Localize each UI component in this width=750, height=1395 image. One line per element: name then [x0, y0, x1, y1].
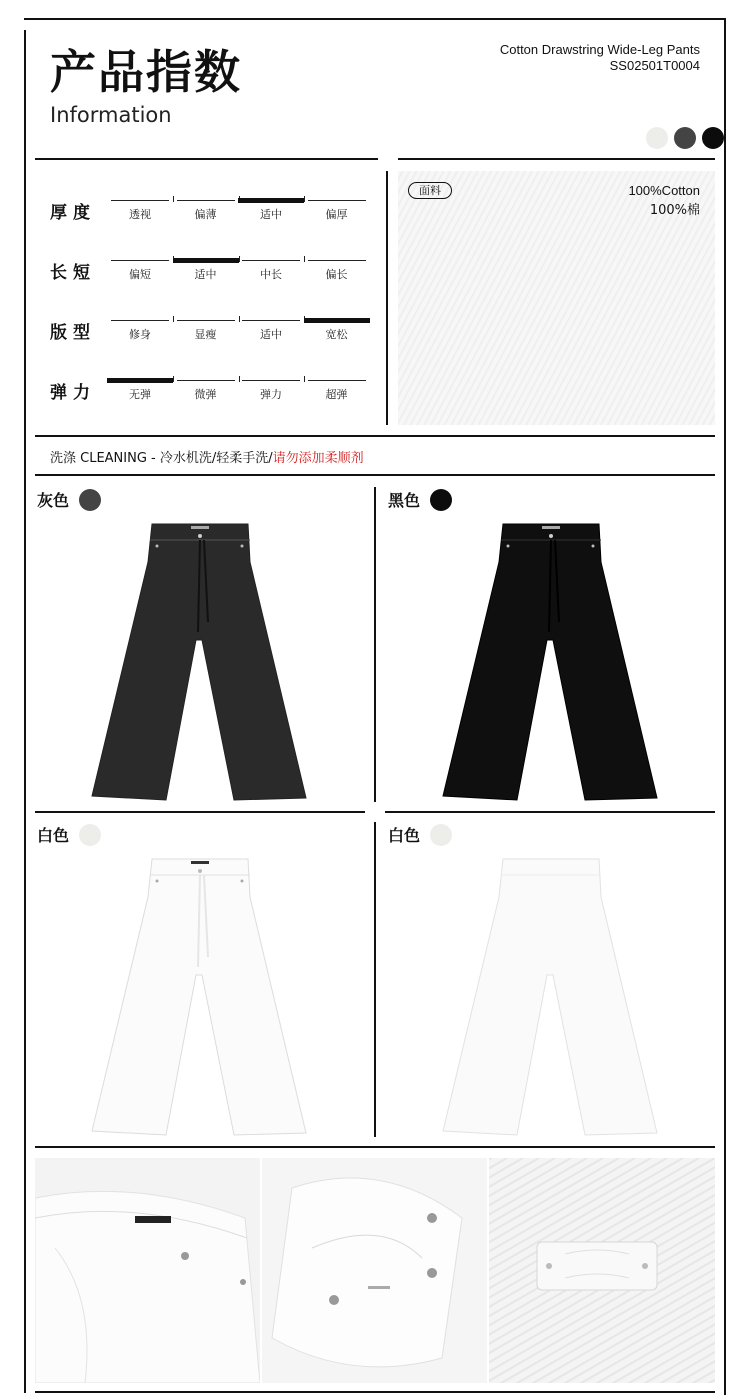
scale-option-label: 适中	[194, 268, 217, 281]
color-dot-white	[79, 824, 101, 846]
attribute-scale	[107, 254, 369, 284]
detail-logo-patch-image	[489, 1158, 715, 1383]
scale-option-label: 偏短	[129, 268, 151, 281]
scale-option-label: 超弹	[325, 388, 348, 401]
frame-right-rule	[724, 18, 726, 1395]
scale-bar	[111, 260, 169, 261]
divider	[35, 474, 715, 476]
divider	[398, 158, 715, 160]
scale-bar	[304, 318, 370, 323]
product-name: Cotton Drawstring Wide-Leg Pants	[499, 42, 700, 57]
scale-option	[238, 314, 304, 344]
color-name: 白色	[388, 826, 421, 845]
product-sku: SS02501T0004	[609, 58, 700, 73]
scale-option-selected	[173, 254, 239, 284]
scale-bar	[238, 198, 304, 203]
swatch-white[interactable]	[646, 127, 668, 149]
attribute-label: 长短	[50, 263, 96, 283]
swatch-black[interactable]	[702, 127, 724, 149]
color-dot-white	[430, 824, 452, 846]
scale-option-label: 显瘦	[194, 328, 217, 341]
divider	[386, 171, 388, 425]
pants-white-front-image	[90, 857, 310, 1137]
attribute-scale	[107, 314, 369, 344]
color-name: 黑色	[388, 491, 421, 510]
divider	[35, 435, 715, 437]
divider	[35, 811, 365, 813]
scale-option	[107, 254, 173, 284]
scale-option	[107, 194, 173, 224]
scale-bar	[111, 320, 169, 321]
divider	[385, 811, 715, 813]
color-swatches	[646, 127, 724, 149]
page-title: 产品指数	[50, 45, 242, 99]
divider	[374, 822, 376, 1137]
detail-waistband-image	[35, 1158, 260, 1383]
frame-bottom-rule	[35, 1391, 715, 1393]
color-dot-gray	[79, 489, 101, 511]
scale-option-selected	[304, 314, 370, 344]
scale-bar	[242, 320, 300, 321]
scale-option-label: 适中	[260, 328, 282, 341]
cleaning-warning: 请勿添加柔顺剂	[272, 451, 364, 466]
detail-pocket-image	[262, 1158, 487, 1383]
frame-left-rule	[24, 30, 26, 1393]
scale-option-selected	[107, 374, 173, 404]
fabric-composition-en: 100%Cotton	[628, 183, 700, 198]
scale-option	[238, 374, 304, 404]
color-label-gray	[37, 488, 101, 511]
scale-option-label: 偏薄	[194, 208, 217, 221]
scale-bar	[177, 200, 235, 201]
scale-option-label: 弹力	[260, 388, 282, 401]
fabric-badge: 面料	[408, 182, 452, 199]
scale-option	[304, 254, 370, 284]
color-label-black	[388, 488, 452, 511]
color-label-white	[37, 823, 101, 846]
scale-option	[173, 374, 239, 404]
divider	[35, 158, 378, 160]
attribute-scale	[107, 194, 369, 224]
scale-option	[173, 314, 239, 344]
color-dot-black	[430, 489, 452, 511]
page-subtitle: Information	[50, 103, 172, 127]
scale-bar	[308, 260, 366, 261]
scale-bar	[173, 258, 239, 263]
scale-bar	[111, 200, 169, 201]
scale-option-label: 修身	[129, 328, 151, 341]
scale-option-label: 适中	[260, 208, 282, 221]
pants-gray-image	[90, 522, 310, 802]
scale-option	[304, 374, 370, 404]
scale-option	[304, 194, 370, 224]
scale-bar	[308, 200, 366, 201]
color-name: 白色	[37, 826, 70, 845]
pants-black-image	[441, 522, 661, 802]
scale-option-label: 中长	[260, 268, 282, 281]
pants-white-back-image	[441, 857, 661, 1137]
scale-bar	[107, 378, 173, 383]
scale-bar	[177, 380, 235, 381]
attribute-label: 厚度	[50, 203, 96, 223]
fabric-composition-cn: 100%棉	[649, 203, 700, 218]
scale-option-label: 宽松	[325, 328, 348, 341]
swatch-gray[interactable]	[674, 127, 696, 149]
scale-bar	[242, 380, 300, 381]
color-name: 灰色	[37, 491, 70, 510]
attribute-label: 弹力	[50, 383, 96, 403]
scale-option	[107, 314, 173, 344]
scale-bar	[308, 380, 366, 381]
scale-option	[238, 254, 304, 284]
cleaning-instructions	[50, 447, 364, 466]
scale-option-label: 透视	[129, 208, 151, 221]
scale-option-label: 无弹	[129, 388, 151, 401]
scale-option-selected	[238, 194, 304, 224]
attribute-label: 版型	[50, 323, 96, 343]
cleaning-text: 洗涤 CLEANING - 冷水机洗/轻柔手洗/	[50, 451, 273, 466]
color-label-white-back	[388, 823, 452, 846]
scale-option-label: 偏厚	[325, 208, 348, 221]
frame-top-rule	[24, 18, 726, 20]
scale-option-label: 偏长	[325, 268, 348, 281]
scale-bar	[242, 260, 300, 261]
scale-option	[173, 194, 239, 224]
scale-option-label: 微弹	[194, 388, 217, 401]
divider	[35, 1146, 715, 1148]
attribute-scale	[107, 374, 369, 404]
divider	[374, 487, 376, 802]
scale-bar	[177, 320, 235, 321]
